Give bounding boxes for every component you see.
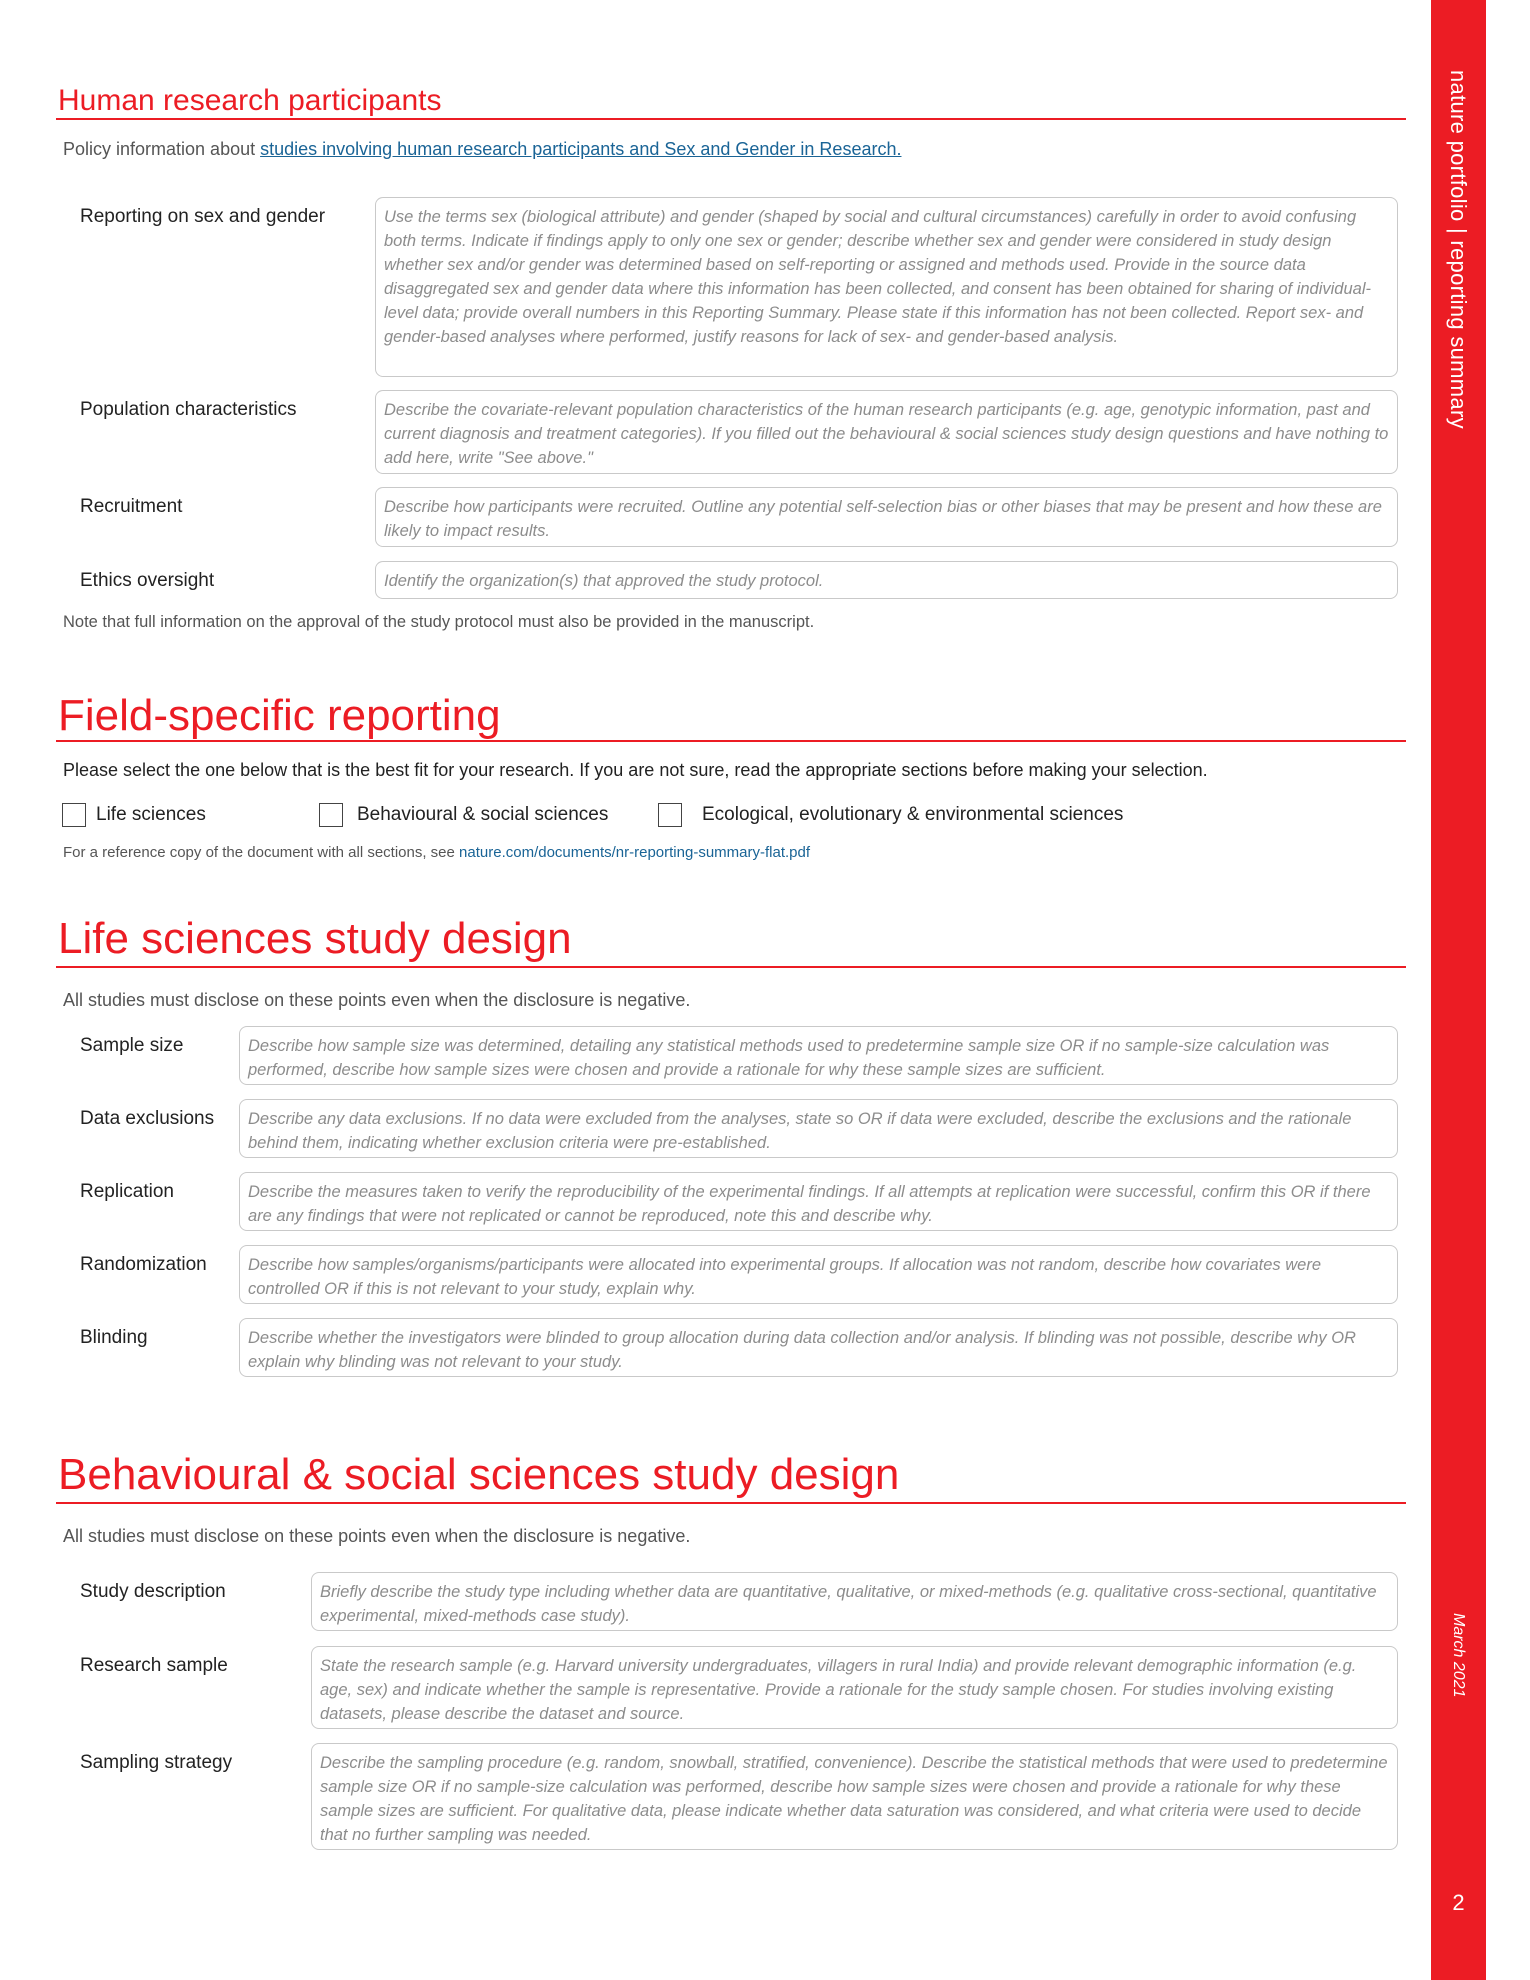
option-behavioural-social[interactable] [319,803,608,827]
row-label: Replication [80,1181,174,1202]
text-field[interactable]: Describe how samples/organisms/participants were allocated into experimental groups. If allocation was not random, describe how covariates were controlled OR if this is not relevant to your study, explain why. [239,1245,1398,1304]
section-title-field: Field-specific reporting [58,691,501,740]
row-label: Sampling strategy [80,1752,233,1773]
page-number: 2 [1452,1890,1465,1915]
section-rule [56,1502,1406,1504]
section-rule [56,118,1406,120]
row-label: Research sample [80,1655,228,1676]
option-label: Behavioural & social sciences [357,804,609,825]
option-label: Life sciences [96,804,206,825]
row-label: Randomization [80,1254,207,1275]
text-field[interactable]: Identify the organization(s) that approved the study protocol. [375,561,1398,599]
row-label: Population characteristics [80,399,297,420]
human-policy-link[interactable]: studies involving human research participants and Sex and Gender in Research. [260,139,902,159]
option-label: Ecological, evolutionary & environmental sciences [702,804,1124,825]
text-field[interactable]: Describe how sample size was determined, detailing any statistical methods used to predetermine sample size OR if no sample-size calculation was performed, describe how sample sizes were chosen and provide a rationale for why these sample sizes are sufficient. [239,1026,1398,1085]
behav-intro: All studies must disclose on these points even when the disclosure is negative. [63,1526,691,1546]
field-intro: Please select the one below that is the best fit for your research. If you are not sure, read the appropriate sections before making your selection. [63,760,1208,780]
row-label: Reporting on sex and gender [80,206,326,227]
option-ecological[interactable] [658,803,1123,827]
checkbox[interactable] [319,803,343,827]
approval-note: Note that full information on the approval of the study protocol must also be provided in the manuscript. [63,613,815,631]
row-label: Sample size [80,1035,184,1056]
text-field[interactable]: Describe how participants were recruited. Outline any potential self-selection bias or other biases that may be present and how these are likely to impact results. [375,487,1398,547]
row-label: Blinding [80,1327,148,1348]
row-label: Recruitment [80,496,183,517]
life-intro: All studies must disclose on these points even when the disclosure is negative. [63,990,691,1010]
section-title-life: Life sciences study design [58,914,572,963]
text-field[interactable]: Briefly describe the study type including whether data are quantitative, qualitative, or mixed-methods (e.g. qualitative cross-sectional, quantitative experimental, mixed-methods case study). [311,1572,1398,1631]
section-rule [56,966,1406,968]
reference-note [63,844,810,861]
reference-text: For a reference copy of the document with all sections, see [63,844,460,861]
human-intro-text: Policy information about [63,139,261,159]
reference-link[interactable]: nature.com/documents/nr-reporting-summary-flat.pdf [459,844,811,861]
text-field[interactable]: Describe any data exclusions. If no data were excluded from the analyses, state so OR if data were excluded, describe the exclusions and the rationale behind them, indicating whether exclusion criteria were pre-established. [239,1099,1398,1158]
sidebar-title: nature portfolio | reporting summary [1446,70,1471,429]
checkbox[interactable] [658,803,682,827]
row-label: Study description [80,1581,226,1602]
text-field[interactable]: Describe the measures taken to verify the reproducibility of the experimental findings. If all attempts at replication were successful, confirm this OR if there are any findings that were not replicated or cannot be reproduced, note this and describe why. [239,1172,1398,1231]
checkbox[interactable] [62,803,86,827]
text-field[interactable]: State the research sample (e.g. Harvard university undergraduates, villagers in rural India) and provide relevant demographic information (e.g. age, sex) and indicate whether the sample is representative. Provide a rationale for the study sample chosen. For studies involving existing datasets, please describe the dataset and source. [311,1646,1398,1729]
row-label: Data exclusions [80,1108,215,1129]
section-title-human: Human research participants [58,84,442,117]
section-title-behavioural: Behavioural & social sciences study design [58,1450,900,1499]
text-field[interactable]: Use the terms sex (biological attribute) and gender (shaped by social and cultural circumstances) carefully in order to avoid confusing both terms. Indicate if findings apply to only one sex or gender; describe whether sex and gender were considered in study design whether sex and/or gender was determined based on self-reporting or assigned and methods used. Provide in the source data disaggregated sex and gender data where this information has been collected, and consent has been obtained for sharing of individual-level data; provide overall numbers in this Reporting Summary. Please state if this information has not been collected. Report sex- and gender-based analyses where performed, justify reasons for lack of sex- and gender-based analysis. [375,197,1398,377]
text-field[interactable]: Describe the sampling procedure (e.g. random, snowball, stratified, convenience). Describe the statistical methods that were used to predetermine sample size OR if no sample-size calculation was performed, describe how sample sizes were chosen and provide a rationale for why these sample sizes are sufficient. For qualitative data, please indicate whether data saturation was considered, and what criteria were used to decide that no further sampling was needed. [311,1743,1398,1850]
option-life-sciences[interactable] [62,803,206,827]
section-rule [56,740,1406,742]
row-label: Ethics oversight [80,570,215,591]
sidebar-date: March 2021 [1450,1613,1467,1698]
text-field[interactable]: Describe whether the investigators were blinded to group allocation during data collection and/or analysis. If blinding was not possible, describe why OR explain why blinding was not relevant to your study. [239,1318,1398,1377]
human-intro [63,139,901,160]
text-field[interactable]: Describe the covariate-relevant population characteristics of the human research participants (e.g. age, genotypic information, past and current diagnosis and treatment categories). If you filled out the behavioural & social sciences study design questions and have nothing to add here, write "See above." [375,390,1398,474]
